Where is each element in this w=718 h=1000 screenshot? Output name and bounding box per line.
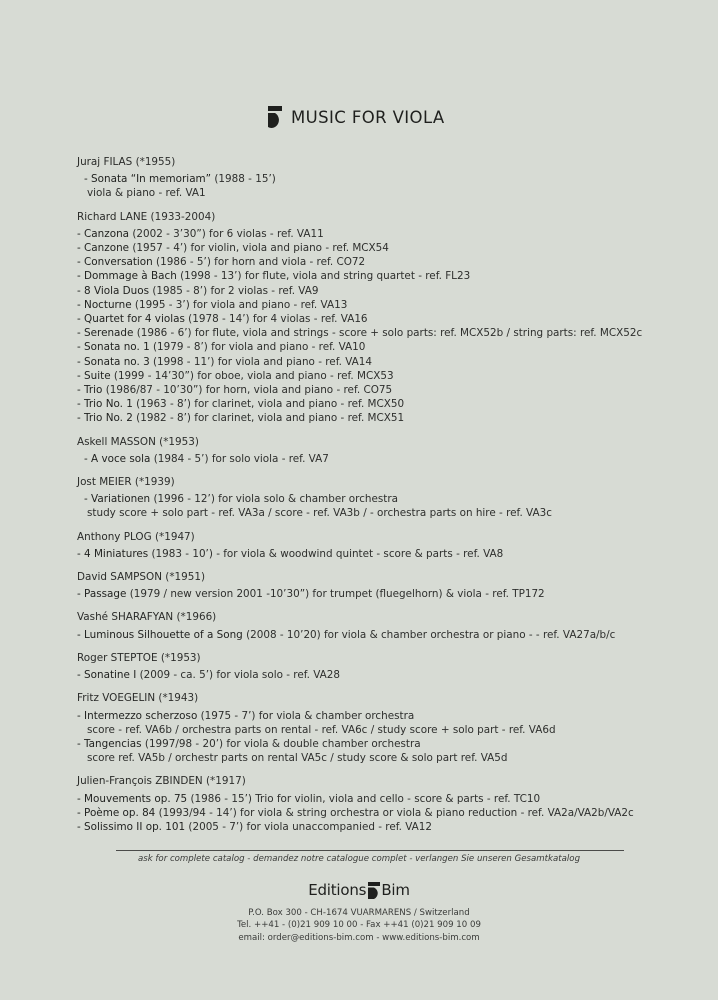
work-list xyxy=(77,668,697,682)
work-item xyxy=(77,806,697,820)
composer-entry xyxy=(77,651,697,682)
work-item xyxy=(77,284,697,298)
work-list xyxy=(77,709,697,766)
work-item xyxy=(77,397,697,411)
bim-mark-icon xyxy=(368,882,380,899)
composer-heading xyxy=(77,155,697,169)
work-list xyxy=(77,547,697,561)
composer-heading xyxy=(77,691,697,705)
publisher-phone: Tel. ++41 - (0)21 909 10 00 - Fax ++41 (0)21 909 10 09 xyxy=(237,920,481,931)
composer-dates: (*1955) xyxy=(132,156,176,168)
work-item xyxy=(77,369,697,383)
work-info: (1979 / new version 2001 -10’30”) for trumpet (fluegelhorn) & viola - ref. TP172 xyxy=(126,588,545,601)
work-info: viola & piano - ref. VA1 xyxy=(87,187,206,200)
composer-name: Julien-François ZBINDEN xyxy=(77,775,203,788)
work-item xyxy=(77,269,697,283)
composer-heading xyxy=(77,570,697,584)
work-title: - Nocturne xyxy=(77,298,132,311)
work-item xyxy=(77,411,697,425)
work-item xyxy=(77,312,697,326)
work-title: - Serenade xyxy=(77,327,134,340)
work-title: - Trio No. 1 xyxy=(77,398,133,411)
publisher-address: P.O. Box 300 - CH-1674 VUARMARENS / Switzerland xyxy=(248,908,470,918)
work-item xyxy=(77,298,697,312)
work-item xyxy=(77,737,697,751)
work-item xyxy=(77,383,697,397)
work-item xyxy=(77,820,697,834)
composer-heading xyxy=(77,774,697,788)
work-detail xyxy=(77,723,697,737)
work-title: - Passage xyxy=(77,588,127,601)
composer-dates: (*1953) xyxy=(157,651,201,664)
work-info: (1998 - 11’) for viola and piano - ref. VA14 xyxy=(149,355,372,368)
composer-name: Jost MEIER xyxy=(77,476,132,489)
composer-name: Roger STEPTOE xyxy=(77,651,158,664)
work-item xyxy=(77,340,697,354)
work-info: (2002 - 3’30”) for 6 violas - ref. VA11 xyxy=(129,227,324,240)
work-detail xyxy=(77,751,697,765)
work-info: (1975 - 7’) for viola & chamber orchestra xyxy=(197,709,415,722)
work-title: - Trio xyxy=(77,384,103,397)
work-title: - Poème op. 84 xyxy=(77,806,156,819)
work-title: - Suite xyxy=(77,369,111,382)
work-info: (1978 - 14’) for 4 violas - ref. VA16 xyxy=(184,313,368,326)
composer-entry xyxy=(77,210,697,426)
work-list xyxy=(77,172,697,200)
work-list xyxy=(77,587,697,601)
composer-entry xyxy=(77,435,697,466)
work-info: (1986/87 - 10’30”) for horn, viola and piano - ref. CO75 xyxy=(102,384,393,397)
page-title: MUSIC FOR VIOLA xyxy=(291,107,445,127)
work-title: - Luminous Silhouette of a Song xyxy=(77,628,243,641)
work-item xyxy=(77,587,697,601)
work-item xyxy=(77,255,697,269)
publisher-logo xyxy=(0,881,718,899)
work-title: - Canzone xyxy=(77,242,130,255)
work-info: (1998 - 13’) for flute, viola and string quartet - ref. FL23 xyxy=(176,270,471,283)
work-info: (1986 - 15’) Trio for violin, viola and cello - score & parts - ref. TC10 xyxy=(187,792,541,805)
work-item xyxy=(77,355,697,369)
work-list xyxy=(77,227,697,426)
work-info: (1982 - 8’) for clarinet, viola and piano - ref. MCX51 xyxy=(132,412,405,425)
composer-name: Askell MASSON xyxy=(77,435,156,448)
work-info: (1995 - 3’) for viola and piano - ref. VA13 xyxy=(131,298,348,311)
work-info: score ref. VA5b / orchestr parts on rental VA5c / study score & solo part ref. VA5d xyxy=(87,752,508,765)
composer-entry xyxy=(77,475,697,521)
work-info: (1986 - 5’) for horn and viola - ref. CO72 xyxy=(152,256,366,269)
composer-entry xyxy=(77,530,697,561)
work-title: - Conversation xyxy=(77,256,153,269)
work-item xyxy=(77,241,697,255)
composer-dates: (*1939) xyxy=(131,476,175,489)
footer-divider xyxy=(116,850,624,851)
composer-heading xyxy=(77,475,697,489)
work-title: - Trio No. 2 xyxy=(77,412,133,425)
composer-heading xyxy=(77,610,697,624)
work-item xyxy=(77,792,697,806)
composer-dates: (*1953) xyxy=(155,435,199,448)
work-info: score - ref. VA6b / orchestra parts on rental - ref. VA6c / study score + solo part - ref. VA6d xyxy=(87,723,556,736)
composer-entry xyxy=(77,570,697,601)
work-info: (1984 - 5’) for solo viola - ref. VA7 xyxy=(150,452,329,465)
publisher-email: email: order@editions-bim.com - www.editions-bim.com xyxy=(238,932,480,943)
composer-entry xyxy=(77,691,697,765)
work-title: - Tangencias xyxy=(77,737,142,750)
brand-name-right: Bim xyxy=(381,881,410,899)
work-item xyxy=(77,709,697,723)
composer-dates: (*1943) xyxy=(155,692,199,705)
work-info: study score + solo part - ref. VA3a / score - ref. VA3b / - orchestra parts on hire - ref. VA3c xyxy=(87,507,552,520)
work-info: (1963 - 8’) for clarinet, viola and piano - ref. MCX50 xyxy=(132,398,405,411)
composer-heading xyxy=(77,530,697,544)
work-info: (1957 - 4’) for violin, viola and piano - ref. MCX54 xyxy=(129,242,389,255)
composer-list xyxy=(77,155,697,843)
work-title: - Variationen xyxy=(84,493,151,506)
work-item xyxy=(77,326,697,340)
work-list xyxy=(77,492,697,520)
work-title: - A voce sola xyxy=(84,452,151,465)
catalog-note: ask for complete catalog - demandez notre catalogue complet - verlangen Sie unseren Gesamtkatalog xyxy=(137,854,581,864)
composer-name: Vashé SHARAFYAN xyxy=(77,611,174,624)
work-title: - Mouvements op. 75 xyxy=(77,792,188,805)
work-list xyxy=(77,628,697,642)
work-info: (2009 - ca. 5’) for viola solo - ref. VA28 xyxy=(136,669,341,682)
work-info: (2008 - 10’20) for viola & chamber orchestra or piano - - ref. VA27a/b/c xyxy=(242,628,616,641)
work-list xyxy=(77,792,697,835)
composer-dates: (1933-2004) xyxy=(147,210,216,223)
work-info: (1979 - 8’) for viola and piano - ref. VA10 xyxy=(149,341,366,354)
composer-entry xyxy=(77,774,697,834)
composer-heading xyxy=(77,651,697,665)
composer-name: Richard LANE xyxy=(77,210,148,223)
work-info: (1988 - 15’) xyxy=(211,173,276,186)
publisher-contact xyxy=(0,907,718,944)
work-title: - 8 Viola Duos xyxy=(77,284,150,297)
work-item xyxy=(77,227,697,241)
work-item xyxy=(77,547,697,561)
work-item xyxy=(77,172,697,186)
work-title: - Quartet for 4 violas xyxy=(77,313,185,326)
composer-name: Fritz VOEGELIN xyxy=(77,692,156,705)
work-detail xyxy=(77,506,697,520)
work-info: (1983 - 10’) - for viola & woodwind quintet - score & parts - ref. VA8 xyxy=(148,547,504,560)
brand-name-left: Editions xyxy=(308,881,367,899)
editions-bim-logo-icon xyxy=(268,106,282,128)
work-info: (2005 - 7’) for viola unaccompanied - ref. VA12 xyxy=(185,820,433,833)
work-title: - Sonata no. 3 xyxy=(77,355,150,368)
work-title: - Sonatine I xyxy=(77,669,137,682)
work-title: - Sonata no. 1 xyxy=(77,341,150,354)
work-info: (1986 - 6’) for flute, viola and strings - score + solo parts: ref. MCX52b / string parts: ref. MCX52c xyxy=(133,327,643,340)
work-title: - Solissimo II op. 101 xyxy=(77,820,186,833)
work-item xyxy=(77,492,697,506)
work-item xyxy=(77,668,697,682)
work-title: - Canzona xyxy=(77,227,130,240)
composer-heading xyxy=(77,435,697,449)
composer-name: David SAMPSON xyxy=(77,571,162,584)
composer-dates: (*1947) xyxy=(151,530,195,543)
composer-entry xyxy=(77,610,697,641)
work-info: (1985 - 8’) for 2 violas - ref. VA9 xyxy=(149,284,319,297)
work-info: (1993/94 - 14’) for viola & string orchestra or viola & piano reduction - ref. VA2a/VA2b/VA2c xyxy=(155,806,634,819)
composer-dates: (*1951) xyxy=(161,571,206,584)
work-info: (1999 - 14’30”) for oboe, viola and piano - ref. MCX53 xyxy=(110,369,394,382)
work-title: - Sonata “In memoriam” xyxy=(84,173,212,186)
work-info: (1996 - 12’) for viola solo & chamber orchestra xyxy=(150,493,399,506)
work-detail xyxy=(77,186,697,200)
composer-entry xyxy=(77,155,697,201)
work-item xyxy=(77,452,697,466)
composer-name: Anthony PLOG xyxy=(77,530,152,543)
work-info: (1997/98 - 20’) for viola & double chamber orchestra xyxy=(141,737,421,750)
work-title: - Intermezzo scherzoso xyxy=(77,709,198,722)
work-title: - 4 Miniatures xyxy=(77,547,149,560)
work-item xyxy=(77,628,697,642)
composer-heading xyxy=(77,210,697,224)
composer-dates: (*1917) xyxy=(202,775,246,788)
composer-dates: (*1966) xyxy=(173,611,217,624)
page-header xyxy=(268,106,445,128)
composer-name: Juraj FILAS xyxy=(77,156,133,168)
work-list xyxy=(77,452,697,466)
work-title: - Dommage à Bach xyxy=(77,270,177,283)
